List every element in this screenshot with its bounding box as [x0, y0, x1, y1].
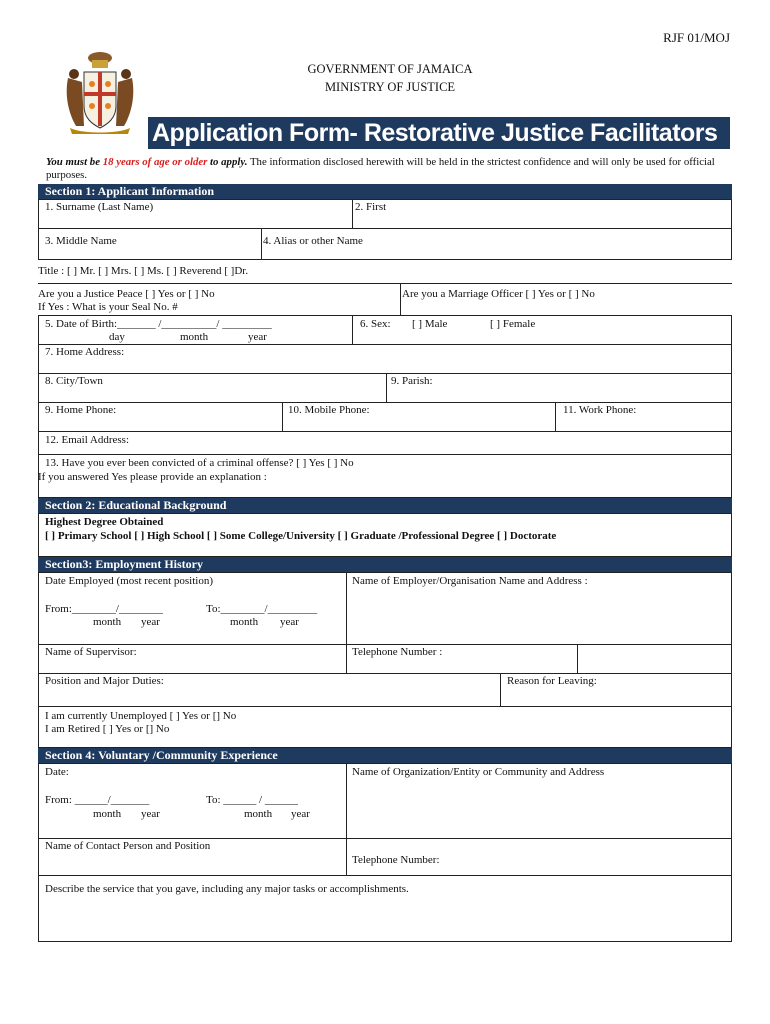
marriage-officer-question[interactable]: Are you a Marriage Officer [ ] Yes or [ ] No	[402, 288, 595, 300]
seal-number-question: If Yes : What is your Seal No. #	[38, 301, 178, 313]
degree-options[interactable]: [ ] Primary School [ ] High School [ ] Some College/University [ ] Graduate /Professional Degree [ ] Doctorate	[45, 530, 557, 542]
mobile-phone-label: 10. Mobile Phone:	[288, 404, 370, 416]
from-month-caption: month	[93, 616, 122, 628]
form-title: Application Form- Restorative Justice Facilitators	[148, 117, 730, 149]
volunteer-date-label: Date:	[45, 766, 69, 778]
duties-label: Position and Major Duties:	[45, 675, 164, 687]
dob-year-caption: year	[248, 331, 267, 343]
highest-degree-label: Highest Degree Obtained	[45, 516, 164, 528]
work-phone-label: 11. Work Phone:	[563, 404, 637, 416]
telephone-value-field[interactable]	[577, 644, 732, 674]
retired-question[interactable]: I am Retired [ ] Yes or [] No	[45, 723, 170, 735]
government-heading: GOVERNMENT OF JAMAICA	[307, 62, 473, 76]
date-employed-label: Date Employed (most recent position)	[45, 575, 214, 587]
telephone-label: Telephone Number :	[352, 646, 443, 658]
email-label: 12. Email Address:	[45, 434, 130, 446]
volunteer-from-date: From: ______/_______	[45, 794, 150, 806]
email-field[interactable]	[38, 431, 732, 455]
intro-notice	[46, 156, 736, 182]
first-name-field[interactable]	[352, 199, 732, 229]
volunteer-to-date: To: ______ / ______	[206, 794, 298, 806]
jamaica-coat-of-arms-icon	[62, 48, 138, 136]
ministry-heading: MINISTRY OF JUSTICE	[324, 80, 456, 94]
intro-lead: You must be	[46, 156, 103, 168]
form-reference-code: RJF 01/MOJ	[663, 30, 730, 45]
female-checkbox[interactable]: [ ] Female	[490, 318, 536, 330]
employer-label: Name of Employer/Organisation Name and Address :	[352, 575, 588, 587]
unemployed-question[interactable]: I am currently Unemployed [ ] Yes or [] No	[45, 710, 237, 722]
section1-heading: Section 1: Applicant Information	[38, 184, 732, 199]
volunteer-telephone-label: Telephone Number:	[352, 854, 440, 866]
supervisor-label: Name of Supervisor:	[45, 646, 137, 658]
to-month-caption: month	[230, 616, 259, 628]
reason-leaving-label: Reason for Leaving:	[507, 675, 597, 687]
justice-peace-question[interactable]: Are you a Justice Peace [ ] Yes or [ ] No	[38, 288, 215, 300]
title-options[interactable]: Title : [ ] Mr. [ ] Mrs. [ ] Ms. [ ] Reverend [ ]Dr.	[38, 265, 249, 277]
city-label: 8. City/Town	[45, 375, 103, 387]
home-phone-label: 9. Home Phone:	[45, 404, 117, 416]
from-year-caption: year	[141, 616, 160, 628]
intro-confidentiality: The information disclosed herewith will be held in the strictest confidence and will only be used for official purposes.	[46, 156, 715, 181]
volunteer-to-year-caption: year	[291, 808, 310, 820]
service-description-label: Describe the service that you gave, including any major tasks or accomplishments.	[45, 883, 409, 895]
employment-to-date: To:________/_________	[206, 603, 318, 615]
volunteer-from-month-caption: month	[93, 808, 122, 820]
home-address-label: 7. Home Address:	[45, 346, 125, 358]
intro-lead-end: to apply.	[207, 156, 248, 168]
to-year-caption: year	[280, 616, 299, 628]
volunteer-from-year-caption: year	[141, 808, 160, 820]
middle-name-label: 3. Middle Name	[45, 235, 117, 247]
section3-heading: Section3: Employment History	[38, 557, 732, 572]
divider	[38, 283, 732, 284]
date-of-birth-label: 5. Date of Birth:_______ /__________/ _________	[45, 318, 272, 330]
dob-month-caption: month	[180, 331, 209, 343]
sex-field	[352, 315, 732, 345]
conviction-explanation-label: If you answered Yes please provide an explanation :	[38, 471, 267, 483]
parish-field[interactable]	[386, 373, 732, 403]
surname-label: 1. Surname (Last Name)	[45, 201, 154, 213]
alias-label: 4. Alias or other Name	[263, 235, 363, 247]
divider	[400, 283, 401, 315]
contact-person-label: Name of Contact Person and Position	[45, 840, 211, 852]
employment-from-date: From:________/________	[45, 603, 163, 615]
intro-age-requirement: 18 years of age or older	[102, 156, 208, 168]
parish-label: 9. Parish:	[391, 375, 433, 387]
sex-label: 6. Sex:	[360, 318, 391, 330]
section2-heading: Section 2: Educational Background	[38, 498, 732, 513]
organization-label: Name of Organization/Entity or Community and Address	[352, 766, 605, 778]
section4-heading: Section 4: Voluntary /Community Experience	[38, 748, 732, 763]
first-name-label: 2. First	[355, 201, 387, 213]
dob-day-caption: day	[109, 331, 125, 343]
conviction-question[interactable]: 13. Have you ever been convicted of a criminal offense? [ ] Yes [ ] No	[45, 457, 354, 469]
home-address-field[interactable]	[38, 344, 732, 374]
male-checkbox[interactable]: [ ] Male	[412, 318, 448, 330]
volunteer-to-month-caption: month	[244, 808, 273, 820]
